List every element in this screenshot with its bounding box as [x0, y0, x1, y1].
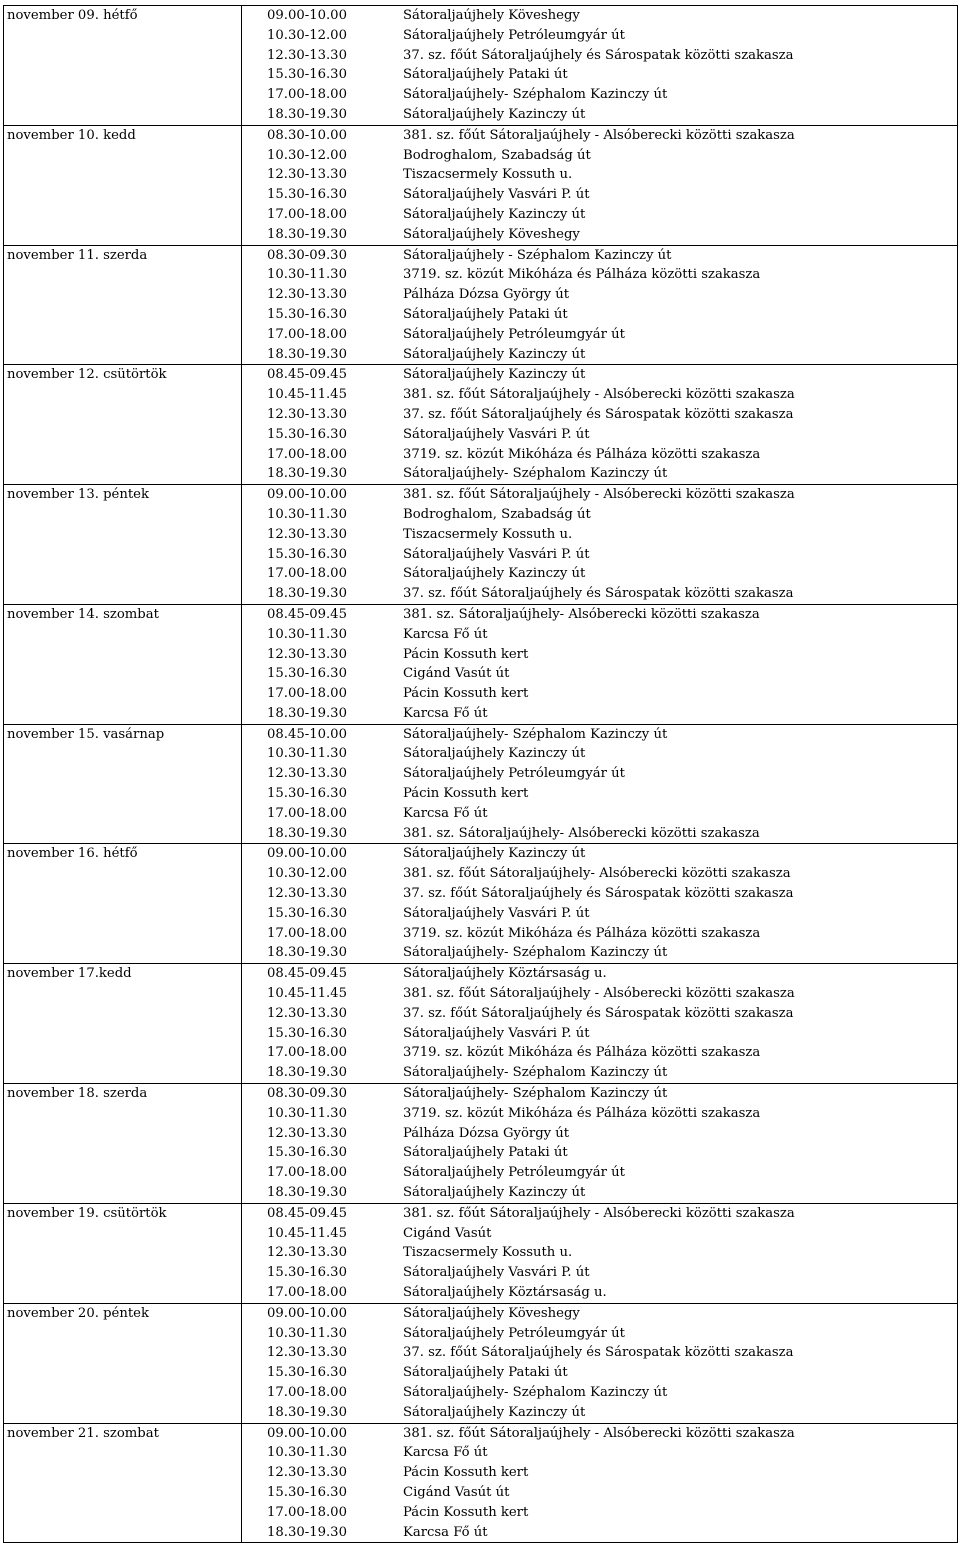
slot-time: 10.45-11.45 [267, 387, 347, 403]
slots-cell [242, 1084, 958, 1204]
day-cell [4, 1423, 242, 1543]
day-block [4, 365, 958, 485]
slot-row [242, 545, 957, 565]
day-cell [4, 844, 242, 964]
slots-cell [242, 245, 958, 365]
slot-time: 10.30-11.30 [267, 1105, 347, 1121]
slot-time: 18.30-19.30 [267, 945, 347, 961]
slot-location: Pácin Kossuth kert [403, 1465, 529, 1481]
slot-row [242, 864, 957, 884]
slot-row [242, 285, 957, 305]
slots-cell [242, 964, 958, 1084]
slot-row [242, 6, 957, 26]
slot-row [242, 744, 957, 764]
slot-location: 3719. sz. közút Mikóháza és Pálháza közötti szakasza [403, 925, 761, 941]
slot-time: 12.30-13.30 [267, 1005, 347, 1021]
slot-row [242, 564, 957, 584]
slot-time: 15.30-16.30 [267, 1484, 347, 1500]
slot-row [242, 105, 957, 125]
slot-time: 08.45-10.00 [267, 726, 347, 742]
slot-time: 09.00-10.00 [267, 8, 347, 23]
day-label: november 09. hétfő [7, 8, 138, 23]
slots-cell [242, 1423, 958, 1543]
day-block [4, 245, 958, 365]
slot-time: 17.00-18.00 [267, 1045, 347, 1061]
slot-row [242, 784, 957, 804]
slots-cell [242, 1203, 958, 1303]
slot-location: Sátoraljaújhely Pataki út [403, 306, 568, 322]
day-label: november 17.kedd [7, 966, 132, 982]
day-cell [4, 365, 242, 485]
slot-row [242, 1283, 957, 1303]
slot-time: 15.30-16.30 [267, 905, 347, 921]
slot-location: Sátoraljaújhely Kazinczy út [403, 346, 586, 362]
day-cell [4, 1084, 242, 1204]
day-label: november 18. szerda [7, 1086, 148, 1102]
slot-location: Sátoraljaújhely Kazinczy út [403, 566, 586, 582]
slot-location: 381. sz. főút Sátoraljaújhely - Alsóberecki közötti szakasza [403, 387, 795, 403]
slot-row [242, 605, 957, 625]
slot-time: 10.45-11.45 [267, 1225, 347, 1241]
slot-row [242, 924, 957, 944]
slot-location: 381. sz. főút Sátoraljaújhely - Alsóberecki közötti szakasza [403, 1205, 795, 1221]
slot-location: 37. sz. főút Sátoraljaújhely és Sárospatak közötti szakasza [403, 586, 794, 602]
slot-row [242, 265, 957, 285]
slot-location: Karcsa Fő út [403, 1524, 488, 1540]
slot-time: 18.30-19.30 [267, 466, 347, 482]
slot-row [242, 65, 957, 85]
slot-time: 10.30-12.00 [267, 147, 347, 163]
slot-location: Sátoraljaújhely Köveshegy [403, 226, 580, 242]
slots-cell [242, 365, 958, 485]
slot-time: 08.45-09.45 [267, 367, 347, 383]
day-label: november 14. szombat [7, 606, 159, 622]
slot-location: 37. sz. főút Sátoraljaújhely és Sárospatak közötti szakasza [403, 1005, 794, 1021]
slots-cell [242, 844, 958, 964]
slot-location: Sátoraljaújhely- Széphalom Kazinczy út [403, 1065, 668, 1081]
slot-time: 17.00-18.00 [267, 1504, 347, 1520]
slot-time: 09.00-10.00 [267, 487, 347, 503]
slot-row [242, 1143, 957, 1163]
slot-row [242, 984, 957, 1004]
slot-row [242, 725, 957, 745]
slot-location: 37. sz. főút Sátoraljaújhely és Sárospatak közötti szakasza [403, 886, 794, 902]
slot-location: 3719. sz. közút Mikóháza és Pálháza közötti szakasza [403, 446, 761, 462]
slot-row [242, 1383, 957, 1403]
slot-location: 37. sz. főút Sátoraljaújhely és Sárospatak közötti szakasza [403, 47, 794, 63]
slot-row [242, 345, 957, 365]
slot-location: Sátoraljaújhely Kazinczy út [403, 367, 586, 383]
slot-row [242, 1084, 957, 1104]
slot-row [242, 1503, 957, 1523]
slot-row [242, 964, 957, 984]
slot-time: 18.30-19.30 [267, 226, 347, 242]
slot-row [242, 1204, 957, 1224]
slot-row [242, 425, 957, 445]
slot-location: 381. sz. főút Sátoraljaújhely - Alsóberecki közötti szakasza [403, 487, 795, 503]
slot-location: 37. sz. főút Sátoraljaújhely és Sárospatak közötti szakasza [403, 406, 794, 422]
day-label: november 21. szombat [7, 1425, 159, 1441]
slot-time: 12.30-13.30 [267, 766, 347, 782]
slot-row [242, 943, 957, 963]
slot-row [242, 165, 957, 185]
slot-time: 15.30-16.30 [267, 306, 347, 322]
slot-row [242, 185, 957, 205]
day-block [4, 485, 958, 605]
slot-time: 15.30-16.30 [267, 1025, 347, 1041]
slot-time: 15.30-16.30 [267, 1145, 347, 1161]
slot-location: Sátoraljaújhely Köztársaság u. [403, 1285, 607, 1300]
slot-time: 18.30-19.30 [267, 1065, 347, 1081]
day-cell [4, 245, 242, 365]
slots-cell [242, 6, 958, 126]
slot-time: 08.30-09.30 [267, 1086, 347, 1102]
day-cell [4, 964, 242, 1084]
slot-location: Sátoraljaújhely- Széphalom Kazinczy út [403, 466, 668, 482]
slot-location: Pácin Kossuth kert [403, 1504, 529, 1520]
slot-location: Sátoraljaújhely- Széphalom Kazinczy út [403, 726, 668, 742]
slot-time: 18.30-19.30 [267, 1524, 347, 1540]
slot-time: 17.00-18.00 [267, 1285, 347, 1300]
slots-cell [242, 604, 958, 724]
slot-time: 15.30-16.30 [267, 546, 347, 562]
slot-time: 08.30-10.00 [267, 127, 347, 143]
day-label: november 15. vasárnap [7, 726, 165, 742]
slot-time: 18.30-19.30 [267, 1185, 347, 1201]
slot-time: 12.30-13.30 [267, 886, 347, 902]
slot-time: 17.00-18.00 [267, 1165, 347, 1181]
slot-time: 12.30-13.30 [267, 1345, 347, 1361]
slot-time: 18.30-19.30 [267, 346, 347, 362]
slot-location: Sátoraljaújhely Kazinczy út [403, 746, 586, 762]
slot-row [242, 464, 957, 484]
slot-row [242, 1104, 957, 1124]
slot-row [242, 884, 957, 904]
slot-row [242, 1024, 957, 1044]
slot-row [242, 126, 957, 146]
slot-row [242, 1304, 957, 1324]
slot-row [242, 1363, 957, 1383]
slot-location: Sátoraljaújhely Pataki út [403, 1145, 568, 1161]
day-cell [4, 6, 242, 126]
slot-location: Pálháza Dózsa György út [403, 1125, 570, 1141]
slot-time: 12.30-13.30 [267, 47, 347, 63]
day-label: november 13. péntek [7, 487, 149, 503]
slot-row [242, 844, 957, 864]
slot-time: 12.30-13.30 [267, 1465, 347, 1481]
slot-row [242, 305, 957, 325]
slot-location: Bodroghalom, Szabadság út [403, 506, 591, 522]
slot-location: 3719. sz. közút Mikóháza és Pálháza közötti szakasza [403, 1045, 761, 1061]
slot-location: Sátoraljaújhely Petróleumgyár út [403, 1325, 625, 1341]
slot-time: 15.30-16.30 [267, 786, 347, 802]
slot-time: 17.00-18.00 [267, 686, 347, 702]
slot-time: 15.30-16.30 [267, 1365, 347, 1381]
day-label: november 20. péntek [7, 1305, 149, 1321]
slot-location: 381. sz. főút Sátoraljaújhely- Alsóberecki közötti szakasza [403, 866, 791, 882]
day-cell [4, 1303, 242, 1423]
schedule-body [4, 6, 958, 1543]
slot-time: 10.30-11.30 [267, 626, 347, 642]
day-label: november 10. kedd [7, 127, 136, 143]
day-block [4, 1303, 958, 1423]
slot-time: 12.30-13.30 [267, 1245, 347, 1261]
day-label: november 12. csütörtök [7, 367, 167, 383]
day-cell [4, 125, 242, 245]
slot-row [242, 405, 957, 425]
slot-row [242, 1124, 957, 1144]
slot-location: Sátoraljaújhely Köztársaság u. [403, 966, 607, 982]
slot-location: Cigánd Vasút [403, 1225, 492, 1241]
slot-location: Karcsa Fő út [403, 705, 488, 721]
slot-location: 3719. sz. közút Mikóháza és Pálháza közötti szakasza [403, 1105, 761, 1121]
slot-row [242, 225, 957, 245]
day-block [4, 1203, 958, 1303]
slot-time: 17.00-18.00 [267, 326, 347, 342]
slot-row [242, 1263, 957, 1283]
slot-location: Sátoraljaújhely Vasvári P. út [403, 1025, 590, 1041]
slot-row [242, 246, 957, 266]
slot-time: 09.00-10.00 [267, 1305, 347, 1321]
slot-time: 12.30-13.30 [267, 526, 347, 542]
slot-location: Sátoraljaújhely- Széphalom Kazinczy út [403, 87, 668, 103]
slot-time: 17.00-18.00 [267, 446, 347, 462]
slot-time: 15.30-16.30 [267, 187, 347, 203]
slot-time: 09.00-10.00 [267, 1425, 347, 1441]
slot-time: 17.00-18.00 [267, 925, 347, 941]
slot-location: 381. sz. főút Sátoraljaújhely - Alsóberecki közötti szakasza [403, 127, 795, 143]
slot-row [242, 26, 957, 46]
slot-location: Sátoraljaújhely Vasvári P. út [403, 1265, 590, 1281]
slot-time: 17.00-18.00 [267, 1384, 347, 1400]
slot-time: 10.30-11.30 [267, 746, 347, 762]
slot-row [242, 205, 957, 225]
slot-time: 18.30-19.30 [267, 586, 347, 602]
slot-row [242, 1163, 957, 1183]
slot-time: 18.30-19.30 [267, 106, 347, 122]
slot-time: 12.30-13.30 [267, 646, 347, 662]
slot-row [242, 1224, 957, 1244]
day-cell [4, 724, 242, 844]
slot-row [242, 46, 957, 66]
slot-location: Tiszacsermely Kossuth u. [403, 526, 573, 542]
slot-row [242, 1324, 957, 1344]
slot-time: 10.30-11.30 [267, 1325, 347, 1341]
slot-row [242, 1463, 957, 1483]
slot-time: 10.45-11.45 [267, 986, 347, 1002]
slot-time: 10.30-12.00 [267, 866, 347, 882]
slot-row [242, 1483, 957, 1503]
slot-time: 08.45-09.45 [267, 1205, 347, 1221]
slot-time: 15.30-16.30 [267, 426, 347, 442]
slot-location: 37. sz. főút Sátoraljaújhely és Sárospatak közötti szakasza [403, 1345, 794, 1361]
slot-row [242, 625, 957, 645]
slot-row [242, 146, 957, 166]
slot-row [242, 1063, 957, 1083]
slot-time: 18.30-19.30 [267, 825, 347, 841]
slot-location: Sátoraljaújhely Köveshegy [403, 8, 580, 23]
slot-row [242, 505, 957, 525]
slot-location: Sátoraljaújhely Pataki út [403, 67, 568, 83]
slot-location: Sátoraljaújhely Vasvári P. út [403, 546, 590, 562]
slot-location: Sátoraljaújhely Petróleumgyár út [403, 1165, 625, 1181]
slot-row [242, 445, 957, 465]
slot-time: 08.30-09.30 [267, 247, 347, 263]
day-block [4, 6, 958, 126]
slot-location: Sátoraljaújhely Petróleumgyár út [403, 326, 625, 342]
slot-row [242, 85, 957, 105]
slot-location: Pálháza Dózsa György út [403, 287, 570, 303]
slot-row [242, 904, 957, 924]
slot-row [242, 664, 957, 684]
slot-time: 18.30-19.30 [267, 705, 347, 721]
slot-row [242, 1523, 957, 1543]
slot-row [242, 485, 957, 505]
slot-location: Sátoraljaújhely Köveshegy [403, 1305, 580, 1321]
slot-location: Sátoraljaújhely Petróleumgyár út [403, 27, 625, 43]
slots-cell [242, 125, 958, 245]
slot-row [242, 325, 957, 345]
day-block [4, 844, 958, 964]
schedule-table [3, 5, 958, 1543]
slot-row [242, 764, 957, 784]
slot-row [242, 1443, 957, 1463]
slot-row [242, 385, 957, 405]
slot-row [242, 1043, 957, 1063]
slot-row [242, 704, 957, 724]
slot-time: 17.00-18.00 [267, 566, 347, 582]
slots-cell [242, 724, 958, 844]
slot-row [242, 804, 957, 824]
slot-location: Sátoraljaújhely Petróleumgyár út [403, 766, 625, 782]
day-block [4, 1423, 958, 1543]
slot-time: 15.30-16.30 [267, 666, 347, 682]
slot-location: Sátoraljaújhely- Széphalom Kazinczy út [403, 1086, 668, 1102]
day-block [4, 604, 958, 724]
slot-time: 15.30-16.30 [267, 67, 347, 83]
slot-row [242, 684, 957, 704]
slot-location: Sátoraljaújhely Kazinczy út [403, 1185, 586, 1201]
day-block [4, 125, 958, 245]
slot-location: 3719. sz. közút Mikóháza és Pálháza közötti szakasza [403, 267, 761, 283]
slot-location: Tiszacsermely Kossuth u. [403, 167, 573, 183]
slot-row [242, 1403, 957, 1423]
slot-location: Bodroghalom, Szabadság út [403, 147, 591, 163]
slot-location: Sátoraljaújhely Vasvári P. út [403, 426, 590, 442]
slot-time: 17.00-18.00 [267, 805, 347, 821]
slot-time: 09.00-10.00 [267, 846, 347, 862]
day-block [4, 964, 958, 1084]
slot-location: Cigánd Vasút út [403, 666, 510, 682]
slot-row [242, 525, 957, 545]
slot-location: Pácin Kossuth kert [403, 686, 529, 702]
slot-time: 08.45-09.45 [267, 966, 347, 982]
slot-time: 15.30-16.30 [267, 1265, 347, 1281]
slot-location: Sátoraljaújhely- Széphalom Kazinczy út [403, 1384, 668, 1400]
day-cell [4, 1203, 242, 1303]
slot-location: Sátoraljaújhely- Széphalom Kazinczy út [403, 945, 668, 961]
slot-time: 10.30-12.00 [267, 27, 347, 43]
slot-location: Sátoraljaújhely Kazinczy út [403, 846, 586, 862]
slot-location: Sátoraljaújhely Kazinczy út [403, 1404, 586, 1420]
slot-location: 381. sz. főút Sátoraljaújhely - Alsóberecki közötti szakasza [403, 1425, 795, 1441]
slot-row [242, 584, 957, 604]
slots-cell [242, 485, 958, 605]
slot-time: 08.45-09.45 [267, 606, 347, 622]
day-label: november 16. hétfő [7, 846, 138, 862]
slot-location: Karcsa Fő út [403, 626, 488, 642]
slot-time: 17.00-18.00 [267, 87, 347, 103]
slot-row [242, 824, 957, 844]
slot-time: 18.30-19.30 [267, 1404, 347, 1420]
slot-time: 10.30-11.30 [267, 1445, 347, 1461]
slot-row [242, 1343, 957, 1363]
slot-time: 12.30-13.30 [267, 1125, 347, 1141]
slot-location: Pácin Kossuth kert [403, 786, 529, 802]
slot-time: 10.30-11.30 [267, 267, 347, 283]
slot-location: 381. sz. Sátoraljaújhely- Alsóberecki közötti szakasza [403, 606, 760, 622]
slot-location: Sátoraljaújhely Pataki út [403, 1365, 568, 1381]
slot-row [242, 1424, 957, 1444]
slot-time: 12.30-13.30 [267, 406, 347, 422]
slot-location: Karcsa Fő út [403, 805, 488, 821]
slot-row [242, 365, 957, 385]
slot-location: Tiszacsermely Kossuth u. [403, 1245, 573, 1261]
slot-row [242, 645, 957, 665]
day-block [4, 1084, 958, 1204]
slot-location: Cigánd Vasút út [403, 1484, 510, 1500]
day-cell [4, 604, 242, 724]
slot-row [242, 1004, 957, 1024]
day-cell [4, 485, 242, 605]
slot-location: Sátoraljaújhely Vasvári P. út [403, 187, 590, 203]
slot-location: 381. sz. főút Sátoraljaújhely - Alsóberecki közötti szakasza [403, 986, 795, 1002]
slot-location: Karcsa Fő út [403, 1445, 488, 1461]
slot-location: Sátoraljaújhely Vasvári P. út [403, 905, 590, 921]
day-label: november 11. szerda [7, 247, 148, 263]
slot-location: Sátoraljaújhely - Széphalom Kazinczy út [403, 247, 672, 263]
slot-row [242, 1183, 957, 1203]
slot-time: 10.30-11.30 [267, 506, 347, 522]
slot-time: 17.00-18.00 [267, 206, 347, 222]
day-label: november 19. csütörtök [7, 1205, 167, 1221]
day-block [4, 724, 958, 844]
slot-row [242, 1243, 957, 1263]
slot-location: Pácin Kossuth kert [403, 646, 529, 662]
slot-location: Sátoraljaújhely Kazinczy út [403, 106, 586, 122]
slot-location: 381. sz. Sátoraljaújhely- Alsóberecki közötti szakasza [403, 825, 760, 841]
slot-time: 12.30-13.30 [267, 287, 347, 303]
slot-time: 12.30-13.30 [267, 167, 347, 183]
slot-location: Sátoraljaújhely Kazinczy út [403, 206, 586, 222]
slots-cell [242, 1303, 958, 1423]
